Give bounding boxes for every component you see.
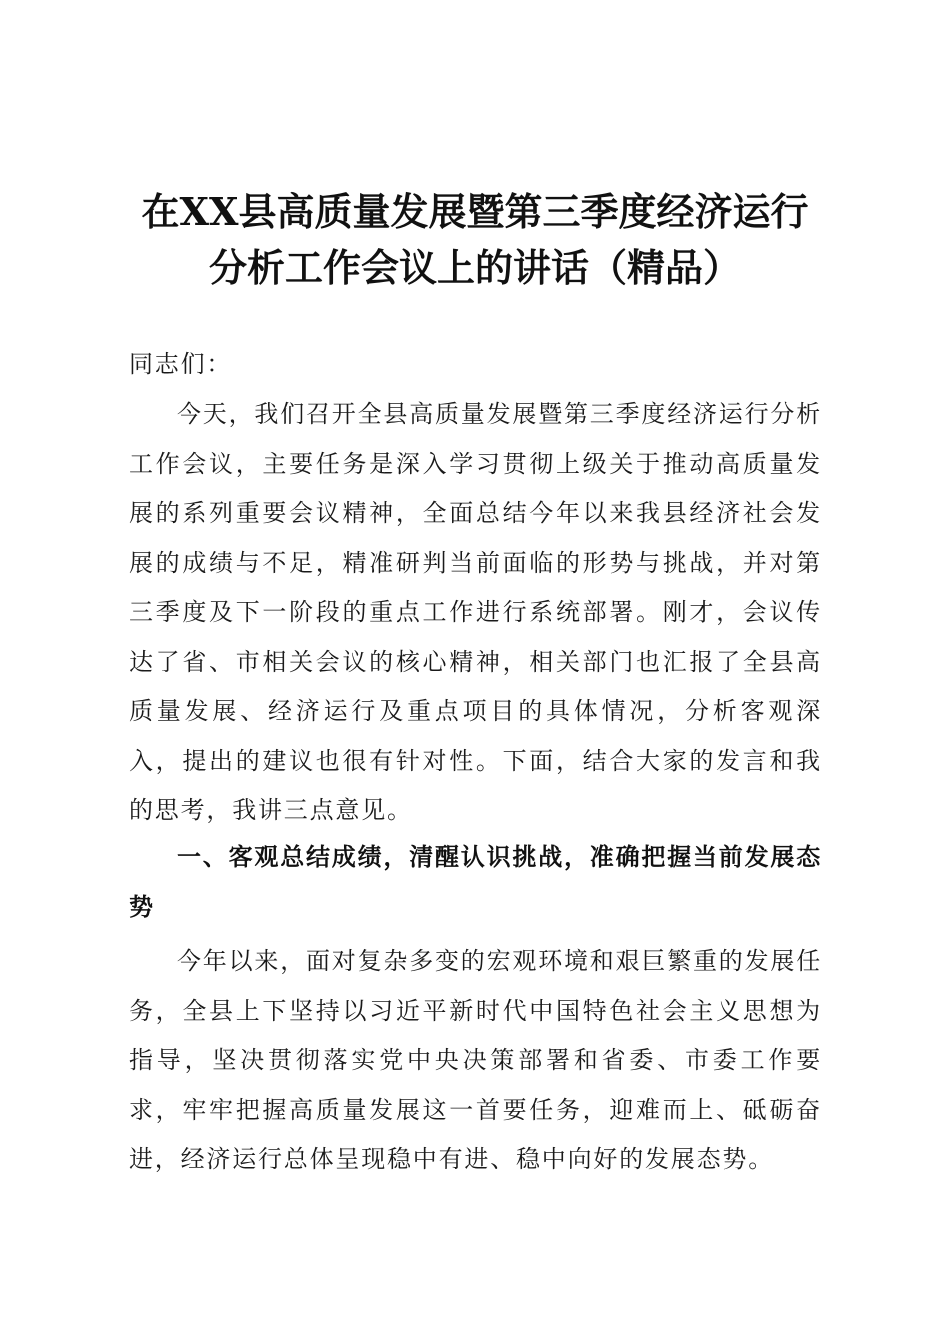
paragraph-2: 今年以来，面对复杂多变的宏观环境和艰巨繁重的发展任务，全县上下坚持以习近平新时代中国特色社会主义思想为指导，坚决贯彻落实党中央决策部署和省委、市委工作要求，牢牢把握高质量发展这一首要任务，迎难而上、砥砺奋进，经济运行总体呈现稳中有进、稳中向好的发展态势。 (129, 947, 822, 1173)
salutation: 同志们： (129, 350, 233, 378)
document-title (100, 184, 850, 296)
title-line-2: 分析工作会议上的讲话（精品） (208, 245, 741, 290)
section-heading-1: 一、客观总结成绩，清醒认识挑战，准确把握当前发展态势 (129, 842, 822, 921)
title-line-1: 在XX县高质量发展暨第三季度经济运行 (141, 189, 809, 234)
paragraph-1: 今天，我们召开全县高质量发展暨第三季度经济运行分析工作会议，主要任务是深入学习贯彻上级关于推动高质量发展的系列重要会议精神，全面总结今年以来我县经济社会发展的成绩与不足，精准研判当前面临的形势与挑战，并对第三季度及下一阶段的重点工作进行系统部署。刚才，会议传达了省、市相关会议的核心精神，相关部门也汇报了全县高质量发展、经济运行及重点项目的具体情况，分析客观深入，提出的建议也很有针对性。下面，结合大家的发言和我的思考，我讲三点意见。 (129, 400, 822, 824)
